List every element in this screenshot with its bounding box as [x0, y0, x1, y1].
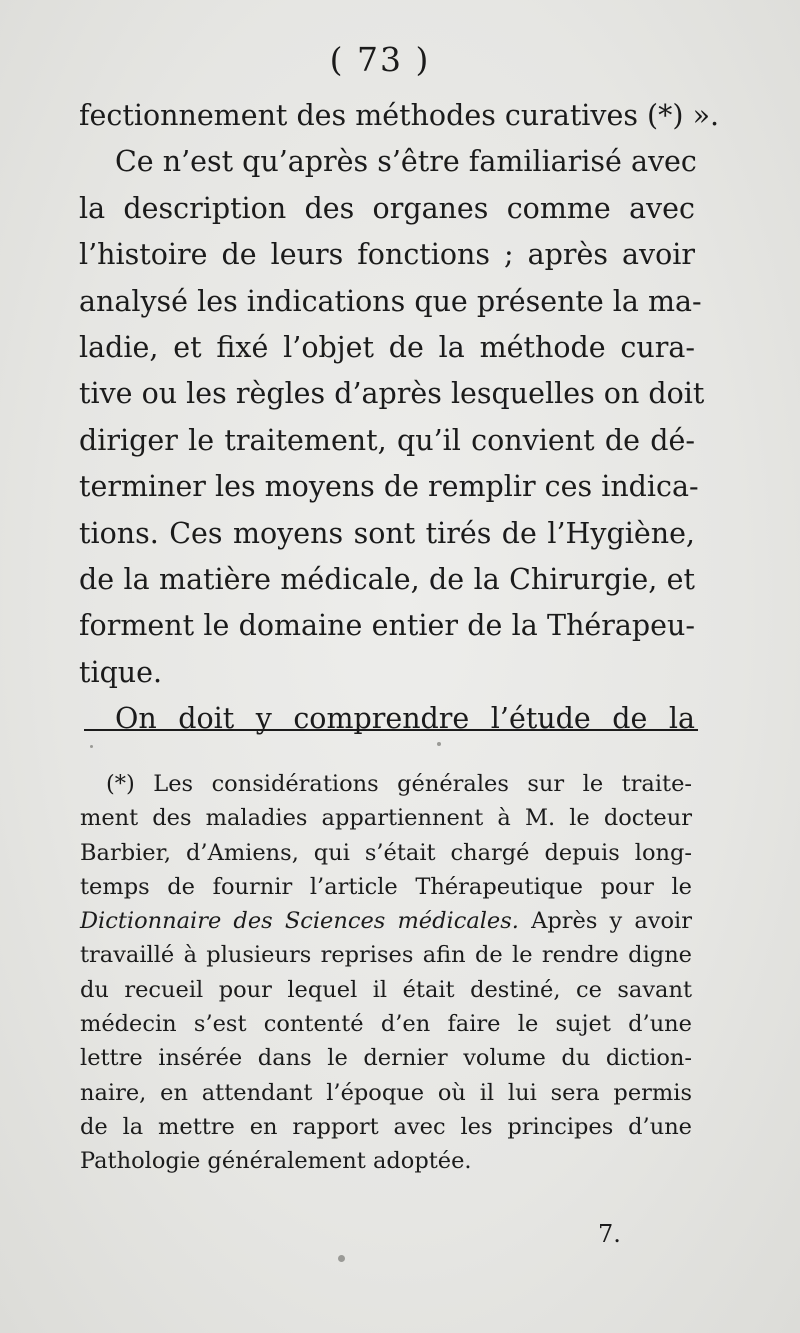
paper-speck — [90, 745, 93, 748]
paragraph-continuation — [79, 93, 720, 139]
text-line: forment le domaine entier de la Thérapeu- — [79, 609, 695, 643]
paragraph-therapeutics — [79, 139, 705, 696]
footnote-line: naire, en attendant l’époque où il lui sera permis — [80, 1079, 692, 1106]
footnote-line: de la mettre en rapport avec les principes d’une — [80, 1113, 692, 1140]
footnote-line: Barbier, d’Amiens, qui s’était chargé depuis long- — [80, 839, 692, 866]
main-text — [79, 93, 720, 743]
text-line: la description des organes comme avec — [79, 191, 695, 225]
footnote-line-tail: Après y avoir — [531, 908, 693, 935]
footnote-line: du recueil pour lequel il était destiné, ce savant — [80, 976, 692, 1003]
footnote-line: Pathologie généralement adoptée. — [80, 1148, 472, 1175]
text-line: tive ou les règles d’après lesquelles on doit — [79, 377, 705, 411]
footnote-divider — [84, 729, 698, 731]
text-line: Ce n’est qu’après s’être familiarisé avec — [115, 145, 697, 179]
footnote-line: ment des maladies appartiennent à M. le docteur — [80, 805, 692, 832]
page-number: ( 73 ) — [329, 40, 431, 79]
paper-speck — [437, 742, 441, 746]
text-line: tions. Ces moyens sont tirés de l’Hygiène, — [79, 516, 695, 550]
text-line: fectionnement des méthodes curatives (*) ». — [79, 99, 720, 132]
text-line: analysé les indications que présente la ma- — [79, 284, 702, 318]
footnote-line: travaillé à plusieurs reprises afin de le rendre digne — [80, 942, 692, 969]
paragraph-study — [79, 696, 695, 742]
text-line: tique. — [79, 655, 163, 689]
text-line: l’histoire de leurs fonctions ; après avoir — [79, 238, 695, 272]
text-line: de la matière médicale, de la Chirurgie, et — [79, 563, 695, 597]
signature-mark: 7. — [598, 1220, 621, 1248]
footnote-line: médecin s’est contenté d’en faire le sujet d’une — [80, 1011, 692, 1038]
footnote-line: lettre insérée dans le dernier volume du diction- — [80, 1045, 692, 1072]
footnote-line-with-title — [80, 904, 692, 938]
text-line: ladie, et fixé l’objet de la méthode cura- — [79, 331, 695, 365]
text-line: terminer les moyens de remplir ces indica- — [79, 470, 699, 504]
footnote — [80, 767, 692, 1179]
text-line: diriger le traitement, qu’il convient de dé- — [79, 423, 695, 457]
paper-speck — [338, 1255, 345, 1262]
dictionary-title: Dictionnaire des Sciences médicales. — [80, 908, 519, 935]
footnote-line: temps de fournir l’article Thérapeutique pour le — [80, 873, 692, 900]
text-line: On doit y comprendre l’étude de la — [115, 702, 695, 736]
footnote-line: (*) Les considérations générales sur le traite- — [106, 771, 692, 797]
